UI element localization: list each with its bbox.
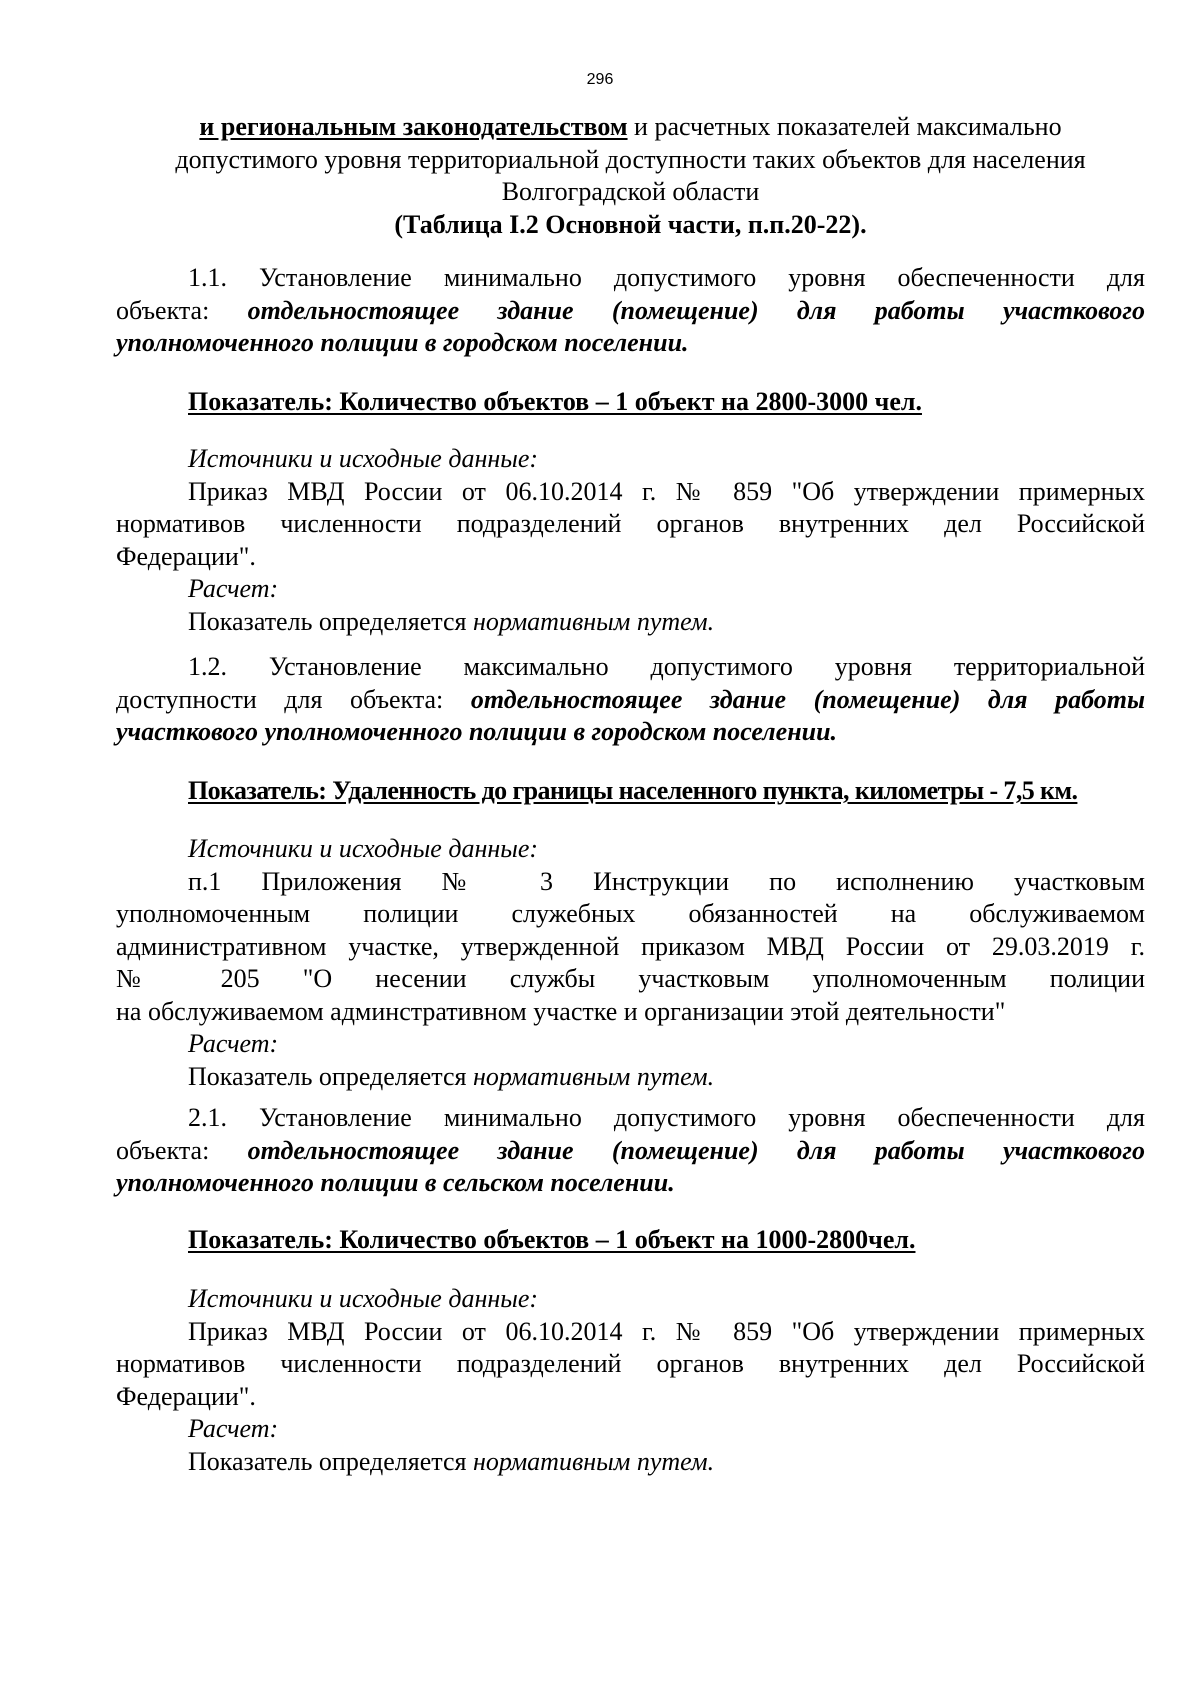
indicator-1-title: Показатель: Количество объектов – 1 объект на 2800-3000 чел. [188,387,922,416]
calc-2-text: Показатель определяется [188,1061,473,1091]
indicator-2 [116,775,1145,808]
sources-1-line2: нормативов численности подразделений органов внутренних дел Российской [116,509,1145,538]
sources-3-label: Источники и исходные данные: [188,1284,539,1313]
indicator-2-title: Показатель: Удаленность до границы населенного пункта, километры - 7,5 км. [188,776,1078,805]
sources-1-label: Источники и исходные данные: [188,444,539,473]
section-2-1-object-end: уполномоченного полиции в сельском поселении. [116,1168,675,1197]
sources-2-line3: административном участке, утвержденной приказом МВД России от 29.03.2019 г. [116,931,1145,961]
page-number: 296 [586,71,614,88]
section-2-1 [116,1102,1145,1200]
calc-1-method: нормативным путем. [472,606,715,636]
page-heading [116,111,1145,241]
sources-1-line3: Федерации". [116,541,256,571]
heading-line2: допустимого уровня территориальной доступности таких объектов для населения [175,144,1086,174]
section-1-1 [116,262,1145,360]
section-1-1-line1: 1.1. Установление минимально допустимого уровня обеспеченности для [188,263,1145,292]
section-1-1-object-end: уполномоченного полиции в городском поселении. [116,328,689,357]
sources-2-label: Источники и исходные данные: [188,834,539,863]
indicator-1 [116,386,1145,419]
sources-1 [116,443,1145,638]
sources-1-line1: Приказ МВД России от 06.10.2014 г. № 859 "Об утверждении примерных [188,476,1145,506]
sources-2-line1: п.1 Приложения № 3 Инструкции по исполнению участковым [188,866,1145,896]
section-1-2-line1: 1.2. Установление максимально допустимого уровня территориальной [188,652,1145,681]
calc-3-text: Показатель определяется [188,1446,473,1476]
sources-2 [116,833,1145,1093]
section-1-1-object: отдельностоящее здание (помещение) для работы участкового [247,295,1145,325]
sources-2-line2: уполномоченным полиции служебных обязанностей на обслуживаемом [116,899,1145,928]
section-2-1-object-prefix: объекта: [116,1135,248,1165]
sources-3-line1: Приказ МВД России от 06.10.2014 г. № 859 "Об утверждении примерных [188,1316,1145,1346]
sources-3-line3: Федерации". [116,1381,256,1411]
sources-2-line4: № 205 "О несении службы участковым уполномоченным полиции [116,964,1145,993]
calc-2-method: нормативным путем. [472,1061,715,1091]
sources-2-line5: на обслуживаемом админстративном участке и организации этой деятельности" [116,996,1006,1026]
calc-2-label: Расчет: [188,1029,279,1058]
calc-1-text: Показатель определяется [188,606,473,636]
heading-bold-fragment: и региональным законодательством [199,112,628,141]
section-1-2 [116,651,1145,749]
indicator-3-title: Показатель: Количество объектов – 1 объект на 1000-2800чел. [188,1225,916,1254]
heading-line1-rest: и расчетных показателей максимально [627,112,1062,141]
section-1-2-object-prefix: доступности для объекта: [116,684,471,714]
sources-3-line2: нормативов численности подразделений органов внутренних дел Российской [116,1349,1145,1378]
heading-line3: Волгоградской области [501,177,760,206]
calc-1-label: Расчет: [188,574,279,603]
calc-3-label: Расчет: [188,1414,279,1443]
sources-3 [116,1283,1145,1478]
section-1-2-object-end: участкового уполномоченного полиции в городском поселении. [116,717,838,746]
section-1-2-object: отдельностоящее здание (помещение) для работы [470,684,1145,714]
section-2-1-line1: 2.1. Установление минимально допустимого уровня обеспеченности для [188,1103,1145,1132]
calc-3-method: нормативным путем. [472,1446,715,1476]
indicator-3 [116,1224,1145,1257]
section-1-1-object-prefix: объекта: [116,295,248,325]
heading-table-reference: (Таблица I.2 Основной части, п.п.20-22). [394,209,867,239]
section-2-1-object: отдельностоящее здание (помещение) для работы участкового [247,1135,1145,1165]
